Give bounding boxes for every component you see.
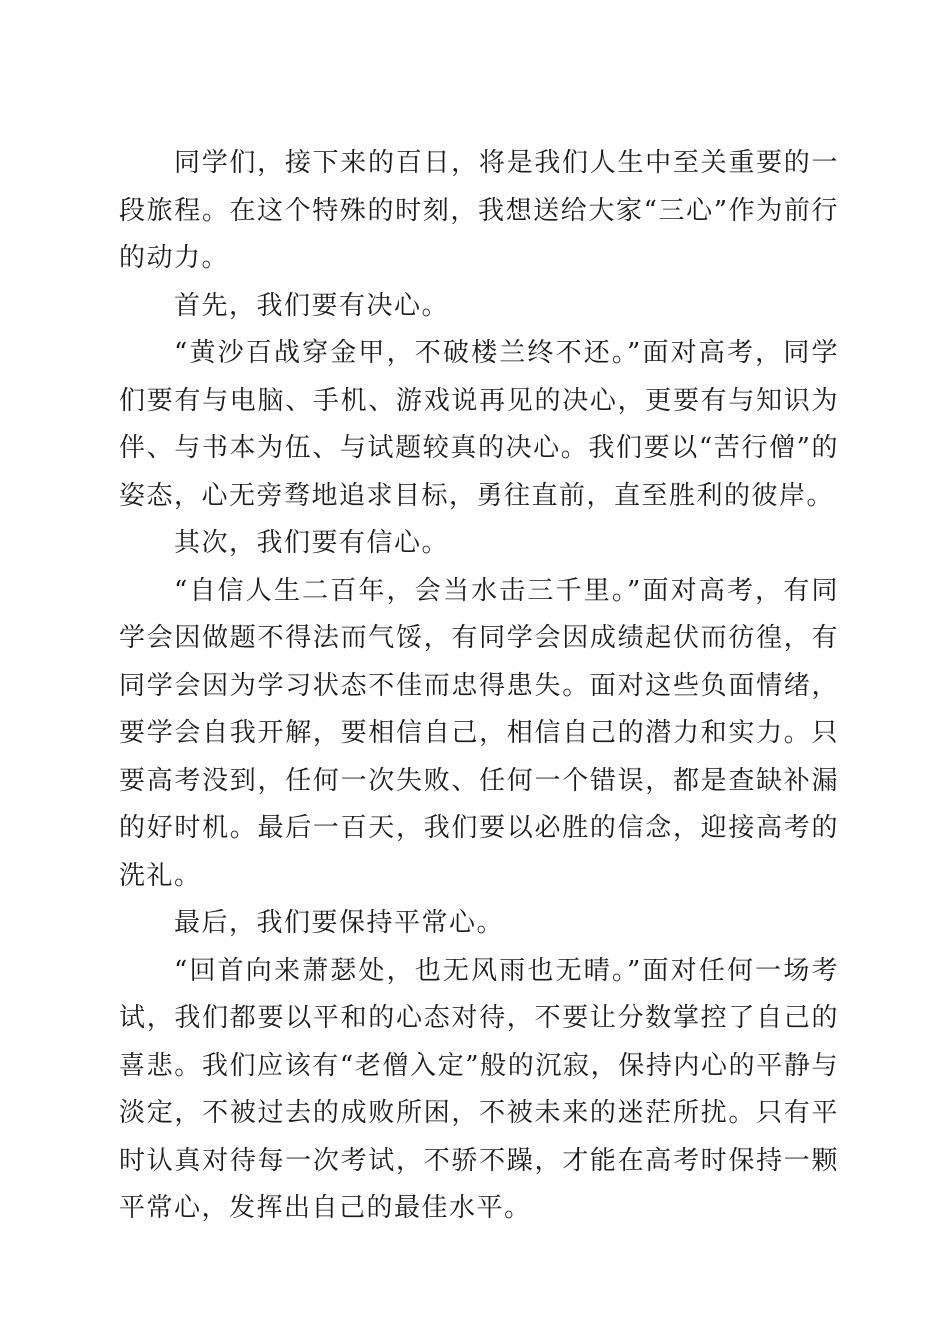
heading-determination: 首先，我们要有决心。	[174, 290, 450, 321]
document-body	[119, 140, 839, 1233]
paragraph-determination: “黄沙百战穿金甲，不破楼兰终不还。”面对高考，同学们要有与电脑、手机、游戏说再见的决心，更要有与知识为伴、与书本为伍、与试题较真的决心。我们要以“苦行僧”的姿态，心无旁骛地追求目标，勇往直前，直至胜利的彼岸。	[119, 338, 839, 511]
paragraph-intro: 同学们，接下来的百日，将是我们人生中至关重要的一段旅程。在这个特殊的时刻，我想送给大家“三心”作为前行的动力。	[119, 148, 839, 273]
heading-calm-mind: 最后，我们要保持平常心。	[174, 908, 505, 938]
paragraph-confidence: “自信人生二百年，会当水击三千里。”面对高考，有同学会因做题不得法而气馁，有同学会因成绩起伏而彷徨，有同学会因为学习状态不佳而忠得患失。面对这些负面情绪，要学会自我开解，要相信自己，相信自己的潜力和实力。只要高考没到，任何一次失败、任何一个错误，都是查缺补漏的好时机。最后一百天，我们要以必胜的信念，迎接高考的洗礼。	[119, 575, 839, 891]
paragraph-calm-mind: “回首向来萧瑟处，也无风雨也无晴。”面对任何一场考试，我们都要以平和的心态对待，不要让分数掌控了自己的喜悲。我们应该有“老僧入定”般的沉寂，保持内心的平静与淡定，不被过去的成败所困，不被未来的迷茫所扰。只有平时认真对待每一次考试，不骄不躁，才能在高考时保持一颗平常心，发挥出自己的最佳水平。	[119, 955, 839, 1223]
heading-confidence: 其次，我们要有信心。	[174, 528, 450, 558]
